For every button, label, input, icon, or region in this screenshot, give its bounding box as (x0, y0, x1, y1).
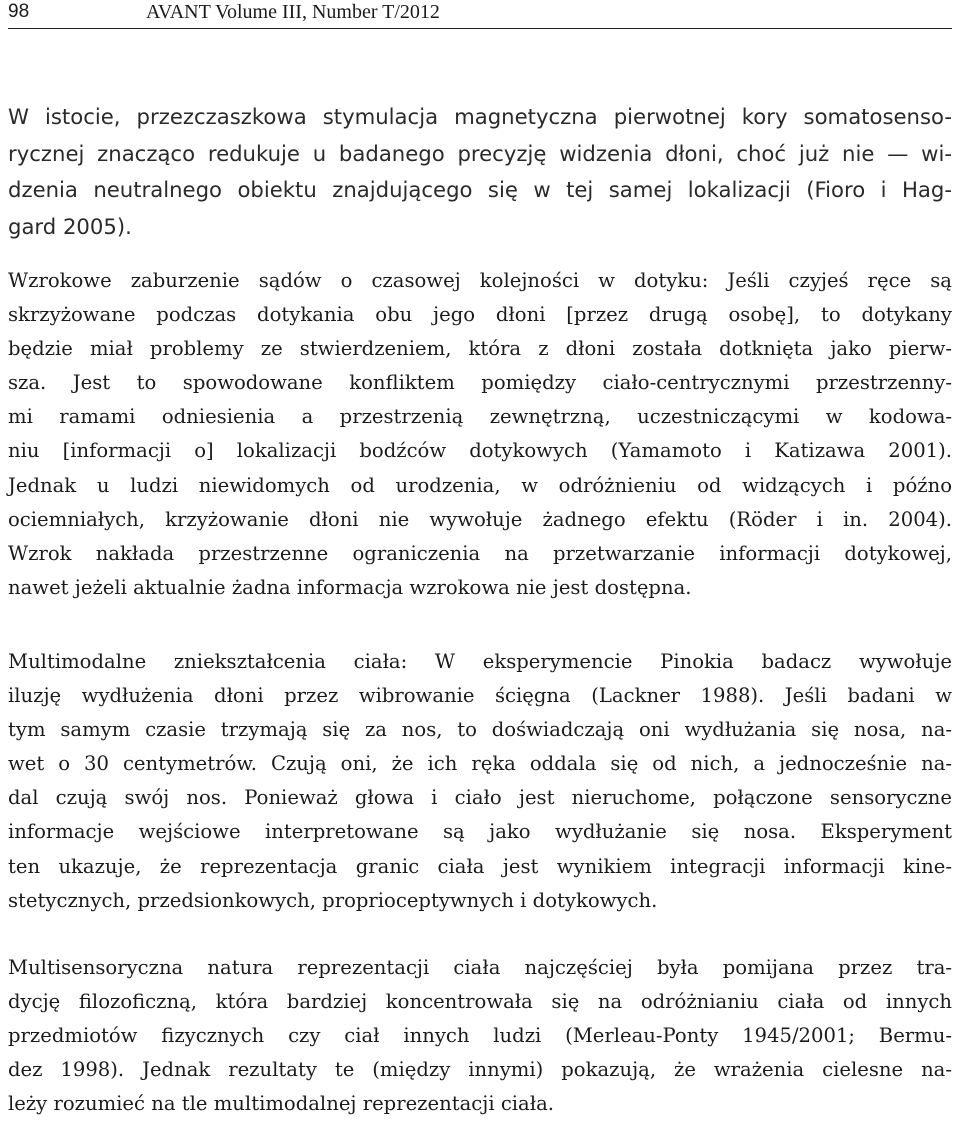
text-line: mi ramami odniesienia a przestrzenią zewnętrzną, uczestniczącymi w kodowa- (8, 405, 952, 429)
page-number: 98 (8, 1, 30, 22)
text-line: leży rozumieć na tle multimodalnej reprezentacji ciała. (8, 1092, 555, 1116)
text-line: dal czują swój nos. Ponieważ głowa i ciało jest nieruchome, połączone sensoryczne (8, 786, 952, 810)
text-line: ociemniałych, krzyżowanie dłoni nie wywołuje żadnego efektu (Röder i in. 2004). (8, 507, 952, 531)
text-line: Multisensoryczna natura reprezentacji ciała najczęściej była pomijana przez tra- (8, 956, 952, 979)
text-line: dycję filozoficzną, która bardziej koncentrowała się na odróżnianiu ciała od innych (8, 990, 952, 1014)
text-line: stetycznych, przedsionkowych, proprioceptywnych i dotykowych. (8, 888, 658, 912)
text-line: informacje wejściowe interpretowane są jako wydłużanie się nosa. Eksperyment (8, 820, 952, 844)
text-line: przedmiotów fizycznych czy ciał innych ludzi (Merleau-Ponty 1945/2001; Bermu- (8, 1024, 952, 1048)
text-line: iluzję wydłużenia dłoni przez wibrowanie ścięgna (Lackner 1988). Jeśli badani w (8, 684, 952, 708)
paragraph-body-distortion (8, 645, 952, 918)
text-line: dez 1998). Jednak rezultaty te (między innymi) pokazują, że wrażenia cielesne na- (8, 1058, 952, 1082)
text-line: Jednak u ludzi niewidomych od urodzenia, w odróżnieniu od widzących i późno (8, 473, 952, 497)
text-line: wet o 30 centymetrów. Czują oni, że ich ręka oddala się od nich, a jednocześnie na- (8, 752, 952, 776)
text-line: Multimodalne zniekształcenia ciała: W eksperymencie Pinokia badacz wywołuje (8, 650, 952, 673)
text-line: będzie miał problemy ze stwierdzeniem, która z dłoni została dotknięta jako pierw- (8, 337, 952, 361)
paragraph-multisensory (8, 951, 952, 1121)
journal-title: AVANT Volume III, Number T/2012 (146, 1, 440, 23)
text-line: skrzyżowane podczas dotykania obu jego dłoni [przez drugą osobę], to dotykany (8, 303, 952, 327)
text-line: gard 2005). (8, 214, 132, 240)
text-line: dzenia neutralnego obiektu znajdującego się w tej samej lokalizacji (Fioro i Hag- (8, 177, 952, 203)
text-line: rycznej znacząco redukuje u badanego precyzję widzenia dłoni, choć już nie — wi- (8, 140, 952, 166)
text-line: Wzrokowe zaburzenie sądów o czasowej kolejności w dotyku: Jeśli czyjeś ręce są (8, 269, 952, 292)
running-header (8, 0, 952, 29)
text-line: niu [informacji o] lokalizacji bodźców dotykowych (Yamamoto i Katizawa 2001). (8, 439, 952, 463)
paragraph-tms (8, 99, 952, 246)
text-line: nawet jeżeli aktualnie żadna informacja wzrokowa nie jest dostępna. (8, 575, 692, 599)
text-line: W istocie, przezczaszkowa stymulacja magnetyczna pierwotnej kory somatosenso- (8, 104, 952, 129)
text-line: tym samym czasie trzymają się za nos, to doświadczają oni wydłużania się nosa, na- (8, 718, 952, 742)
text-line: Wzrok nakłada przestrzenne ograniczenia na przetwarzanie informacji dotykowej, (8, 541, 952, 565)
paragraph-temporal-order (8, 264, 952, 605)
text-line: sza. Jest to spowodowane konfliktem pomiędzy ciało-centrycznymi przestrzenny- (8, 371, 952, 395)
text-line: ten ukazuje, że reprezentacja granic ciała jest wynikiem integracji informacji kine- (8, 854, 952, 878)
